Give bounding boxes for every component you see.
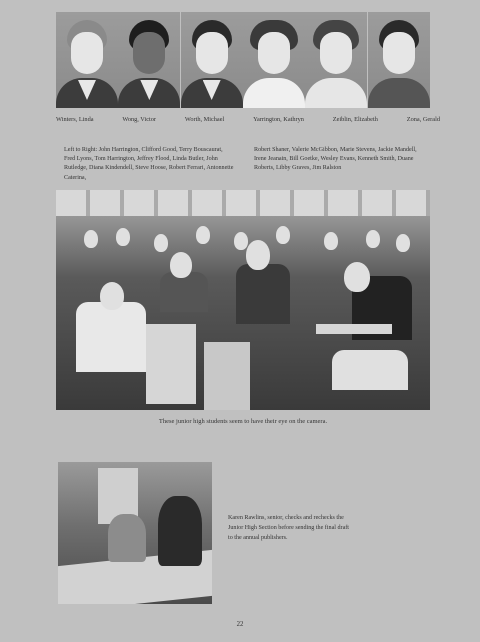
portrait-photo xyxy=(305,12,367,108)
portrait-photo xyxy=(181,12,243,108)
staff-photo-caption: Karen Rawlins, senior, checks and rechecks the Junior High Section before sending the final draft to the annual publishers. xyxy=(228,515,349,541)
portrait-photo xyxy=(368,12,430,108)
portrait-name: Yarrington, Kathryn xyxy=(253,116,304,123)
classroom-photo xyxy=(56,190,430,410)
group-caption-left: Left to Right: John Harrington, Clifford Good, Terry Bouscaurat, Fred Lyons, Tom Harrington, Jeffrey Flood, Linda Butler, John Rutledge, Diana Kindendell, Steve Hoose, Robert Ferrari, Antonnette Caterina, xyxy=(64,147,234,181)
portrait-row xyxy=(56,12,430,108)
portrait-name: Zona, Gerald xyxy=(406,116,440,123)
classroom-photo-caption: These junior high students seem to have their eye on the camera. xyxy=(158,418,328,425)
portrait-photo xyxy=(243,12,305,108)
portrait-photo xyxy=(56,12,118,108)
portrait-names xyxy=(56,116,440,123)
page-number: 22 xyxy=(236,621,244,628)
portrait-photo xyxy=(118,12,180,108)
yearbook-staff-photo xyxy=(58,462,212,604)
portrait-name: Wong, Victor xyxy=(122,116,157,123)
group-caption-right: Robert Shaner, Valerie McGibbon, Marie Stevens, Jackie Mandell, Irene Jeanain, Bill Goetke, Wesley Evans, Kenneth Smith, Duane Roberts, Libby Graves, Jim Ralston xyxy=(254,147,417,172)
portrait-name: Zeiblin, Elizabeth xyxy=(332,116,378,123)
group-caption xyxy=(64,146,424,183)
portrait-name: Winters, Linda xyxy=(56,116,94,123)
portrait-name: Worth, Michael xyxy=(184,116,225,123)
